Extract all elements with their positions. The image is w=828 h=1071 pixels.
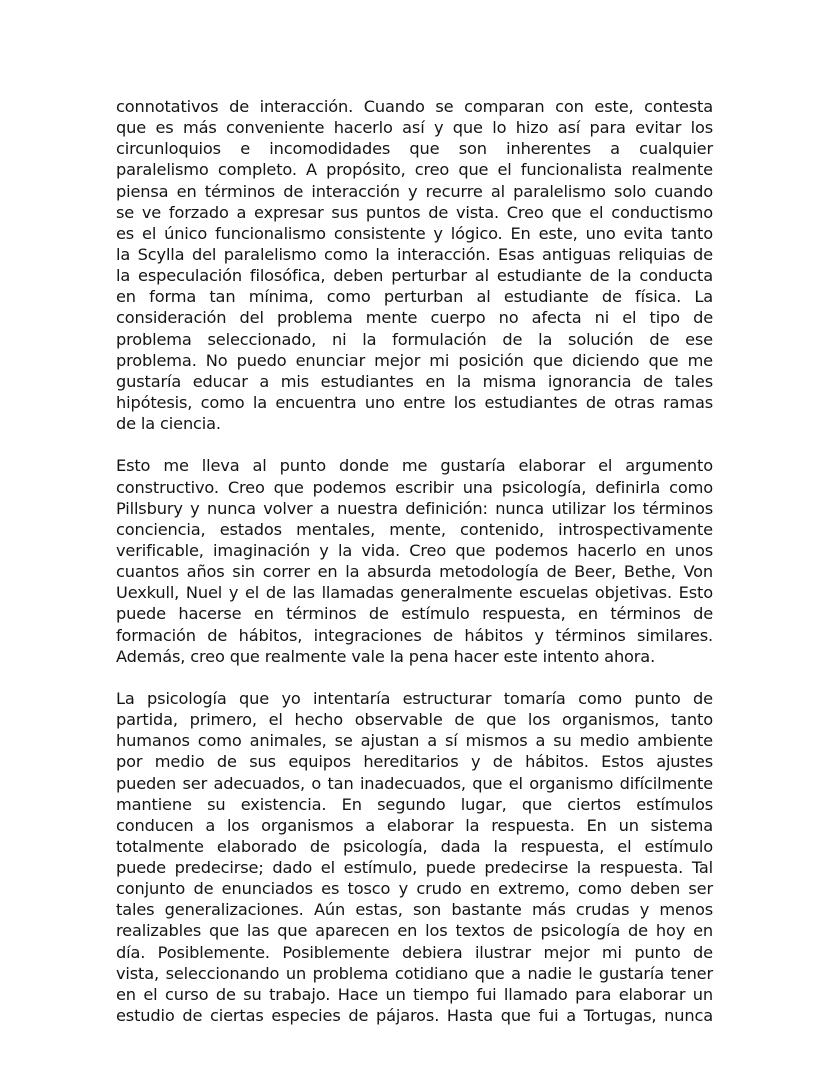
text-line: totalmente elaborado de psicología, dada la respuesta, el estímulo: [116, 836, 713, 856]
text-line: de la ciencia.: [116, 414, 221, 434]
text-line: formación de hábitos, integraciones de hábitos y términos similares.: [116, 625, 713, 645]
text-line: es el único funcionalismo consistente y lógico. En este, uno evita tanto: [116, 223, 713, 243]
text-line: Además, creo que realmente vale la pena hacer este intento ahora.: [116, 646, 656, 666]
text-line: que es más conveniente hacerlo así y que lo hizo así para evitar los: [116, 118, 713, 138]
text-line: estudio de ciertas especies de pájaros. Hasta que fui a Tortugas, nunca: [116, 1006, 713, 1026]
paragraph-1: [116, 96, 713, 434]
text-line: puede hacerse en términos de estímulo respuesta, en términos de: [116, 604, 713, 624]
text-line: puede predecirse; dado el estímulo, puede predecirse la respuesta. Tal: [116, 858, 713, 878]
text-line: la Scylla del paralelismo como la interacción. Esas antiguas reliquias de: [116, 244, 713, 264]
text-line: día. Posiblemente. Posiblemente debiera ilustrar mejor mi punto de: [116, 942, 713, 962]
text-line: en el curso de su trabajo. Hace un tiempo fui llamado para elaborar un: [116, 984, 713, 1004]
text-line: cuantos años sin correr en la absurda metodología de Beer, Bethe, Von: [116, 562, 713, 582]
text-line: problema seleccionado, ni la formulación de la solución de ese: [116, 329, 713, 349]
text-line: Pillsbury y nunca volver a nuestra definición: nunca utilizar los términos: [116, 498, 713, 518]
text-line: verificable, imaginación y la vida. Creo que podemos hacerlo en unos: [116, 540, 713, 560]
text-line: en forma tan mínima, como perturban al estudiante de física. La: [116, 287, 713, 307]
text-line: Esto me lleva al punto donde me gustaría elaborar el argumento: [116, 456, 713, 476]
text-line: pueden ser adecuados, o tan inadecuados, que el organismo difícilmente: [116, 773, 713, 793]
text-line: Uexkull, Nuel y el de las llamadas generalmente escuelas objetivas. Esto: [116, 583, 713, 603]
text-line: conciencia, estados mentales, mente, contenido, introspectivamente: [116, 519, 713, 539]
text-line: tales generalizaciones. Aún estas, son bastante más crudas y menos: [116, 900, 713, 920]
text-line: gustaría educar a mis estudiantes en la misma ignorancia de tales: [116, 371, 713, 391]
paragraph-3: [116, 688, 713, 1026]
text-line: por medio de sus equipos hereditarios y de hábitos. Estos ajustes: [116, 752, 713, 772]
text-line: conjunto de enunciados es tosco y crudo en extremo, como deben ser: [116, 879, 713, 899]
document-page: [116, 96, 713, 1047]
text-line: consideración del problema mente cuerpo no afecta ni el tipo de: [116, 308, 713, 328]
text-line: la especulación filosófica, deben perturbar al estudiante de la conducta: [116, 266, 713, 286]
text-line: se ve forzado a expresar sus puntos de vista. Creo que el conductismo: [116, 202, 713, 222]
text-line: hipótesis, como la encuentra uno entre los estudiantes de otras ramas: [116, 392, 713, 412]
text-line: realizables que las que aparecen en los textos de psicología de hoy en: [116, 921, 713, 941]
text-line: connotativos de interacción. Cuando se comparan con este, contesta: [116, 97, 713, 116]
text-line: circunloquios e incomodidades que son inherentes a cualquier: [116, 139, 713, 159]
text-line: problema. No puedo enunciar mejor mi posición que diciendo que me: [116, 350, 713, 370]
text-line: humanos como animales, se ajustan a sí mismos a su medio ambiente: [116, 731, 713, 751]
text-line: La psicología que yo intentaría estructurar tomaría como punto de: [116, 688, 713, 708]
text-line: mantiene su existencia. En segundo lugar, que ciertos estímulos: [116, 794, 713, 814]
text-line: paralelismo completo. A propósito, creo que el funcionalista realmente: [116, 160, 713, 180]
text-line: vista, seleccionando un problema cotidiano que a nadie le gustaría tener: [116, 963, 713, 983]
text-line: constructivo. Creo que podemos escribir una psicología, definirla como: [116, 477, 713, 497]
text-line: piensa en términos de interacción y recurre al paralelismo solo cuando: [116, 181, 713, 201]
text-line: conducen a los organismos a elaborar la respuesta. En un sistema: [116, 815, 713, 835]
paragraph-2: [116, 455, 713, 666]
text-line: partida, primero, el hecho observable de que los organismos, tanto: [116, 710, 713, 730]
